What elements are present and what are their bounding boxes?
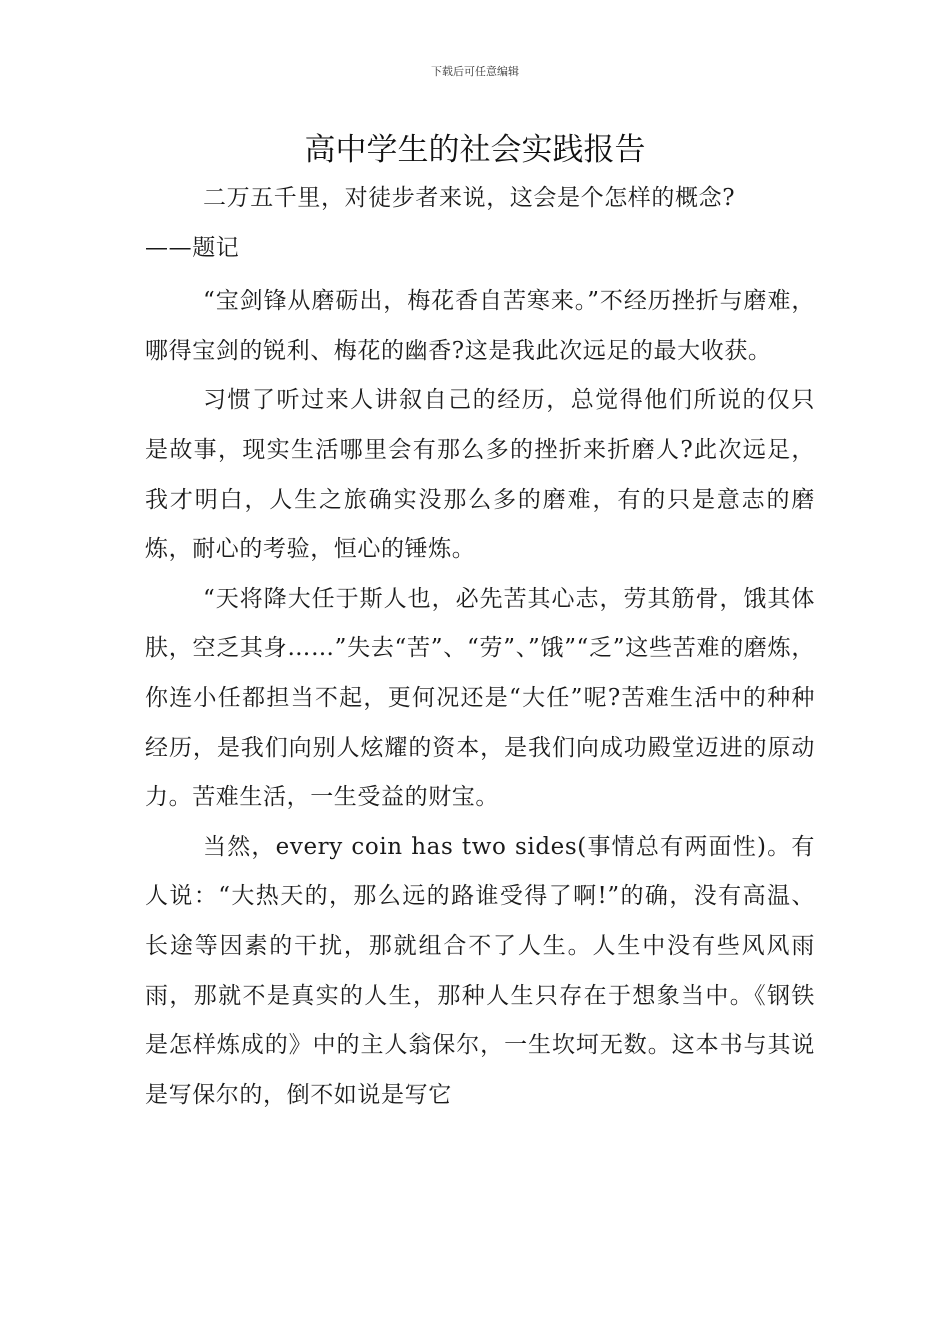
paragraph-1: “宝剑锋从磨砺出，梅花香自苦寒来。”不经历挫折与磨难，哪得宝剑的锐利、梅花的幽香?这是我此次远足的最大收获。 — [145, 288, 815, 364]
document-body — [145, 174, 815, 1120]
paragraph-2: 习惯了听过来人讲叙自己的经历，总觉得他们所说的仅只是故事，现实生活哪里会有那么多的挫折来折磨人?此次远足，我才明白，人生之旅确实没那么多的磨难，有的只是意志的磨炼，耐心的考验，恒心的锤炼。 — [145, 387, 815, 563]
header-note: 下载后可任意编辑 — [431, 65, 519, 78]
document-title: 高中学生的社会实践报告 — [304, 132, 646, 168]
paragraph-3: “天将降大任于斯人也，必先苦其心志，劳其筋骨，饿其体肤，空乏其身……”失去“苦”、“劳”、”饿”“乏”这些苦难的磨炼，你连小任都担当不起，更何况还是“大任”呢?苦难生活中的种种经历，是我们向别人炫耀的资本，是我们向成功殿堂迈进的原动力。苦难生活，一生受益的财宝。 — [145, 585, 815, 811]
paragraph-epigraph-source: ——题记 — [145, 234, 240, 261]
paragraph-4: 当然，every coin has two sides(事情总有两面性)。有人说：“大热天的，那么远的路谁受得了啊!”的确，没有高温、长途等因素的干扰，那就组合不了人生。人生中没有些风风雨雨，那就不是真实的人生，那种人生只存在于想象当中。《钢铁是怎样炼成的》中的主人翁保尔，一生坎坷无数。这本书与其说是写保尔的，倒不如说是写它 — [145, 833, 815, 1108]
paragraph-epigraph: 二万五千里，对徒步者来说，这会是个怎样的概念? — [203, 185, 736, 211]
